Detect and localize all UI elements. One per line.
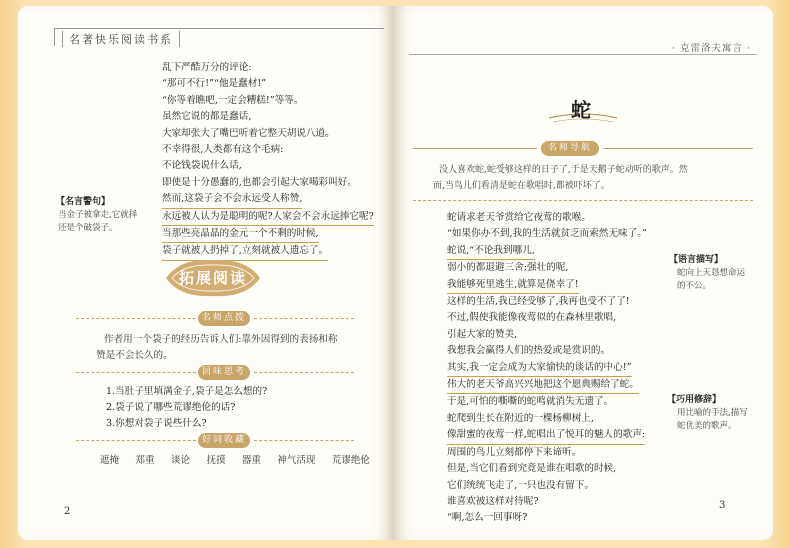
right-body-line: 我能够死里逃生,就算是侥幸了! bbox=[447, 277, 579, 294]
right-body-line: 于是,可怕的嘶嘶的蛇鸣就消失无遗了。 bbox=[447, 396, 614, 408]
collected-word: 器重 bbox=[241, 455, 261, 466]
section-label-words: 好词收藏 bbox=[198, 433, 250, 448]
left-body-line: “那可不行!”“他是蠢材!” bbox=[162, 78, 267, 90]
left-body-line: 不幸得很,人类都有这个毛病: bbox=[162, 144, 284, 156]
page-number-right: 3 bbox=[719, 500, 726, 511]
right-body-line: 它们统统飞走了,一只也没有留下。 bbox=[447, 479, 594, 491]
right-page bbox=[393, 6, 773, 540]
banner-title: 拓展阅读 bbox=[178, 269, 247, 287]
right-body-line: 我想我会赢得人们的热爱或是赏识的。 bbox=[447, 345, 611, 357]
left-body-line: 不论钱袋说什么话, bbox=[162, 160, 242, 172]
left-body-line: 然而,这袋子会不会永远受人称赞, bbox=[162, 191, 302, 208]
guide-divider-left bbox=[413, 148, 537, 149]
right-body-line: 周围的鸟儿立刻都停下来谛听。 bbox=[447, 446, 582, 458]
left-body-text bbox=[162, 60, 374, 261]
side-note-rhetoric: 用比喻的手法,描写蛇优美的歌声。 bbox=[677, 408, 748, 431]
collected-word: 荒谬绝伦 bbox=[331, 455, 370, 466]
right-body-line: 谁喜欢被这样对待呢? bbox=[447, 495, 539, 507]
left-body-line: 当那些亮晶晶的金元一个不剩的时候, bbox=[162, 226, 319, 243]
right-body-line: “啊,怎么一回事呀? bbox=[447, 512, 528, 524]
side-tag-quote: 【名言警句】 bbox=[56, 197, 111, 207]
left-body-line: 虽然它说的都是蠢话, bbox=[162, 111, 252, 123]
right-body-line: 蛇说,“不论我到哪儿, bbox=[447, 243, 535, 260]
section-divider-left bbox=[76, 372, 196, 373]
section-label-teacher: 名师点拨 bbox=[198, 311, 250, 326]
guide-text-line-2: 而,当鸟儿们看清是蛇在歌唱时,都被吓坏了。 bbox=[433, 181, 610, 191]
left-body-line: 大家却张大了嘴巴听着它整天胡说八道。 bbox=[162, 127, 335, 139]
right-body-line: 不过,假使我能像夜莺似的在森林里歌唱, bbox=[447, 312, 617, 324]
right-body-line: 引起大家的赞美, bbox=[447, 328, 518, 340]
guide-divider-right bbox=[603, 148, 753, 149]
right-body-line: 伟大的老天爷高兴兴地把这个愿典赐给了蛇。 bbox=[447, 377, 639, 394]
header-rule-corner bbox=[54, 28, 55, 46]
page-number-left: 2 bbox=[64, 506, 71, 517]
book-header: · 克雷洛夫寓言 · bbox=[671, 43, 751, 54]
right-body-line: 像甜蜜的夜莺一样,蛇唱出了悦耳的魅人的歌声: bbox=[447, 427, 645, 444]
section-divider-left bbox=[76, 318, 196, 319]
left-body-line: 即使是十分愚蠢的,也都会引起大家喝彩叫好。 bbox=[162, 176, 357, 188]
side-note-quote: 当金子被拿走,它就择还是个破袋子。 bbox=[58, 210, 138, 233]
section-divider-right bbox=[254, 372, 354, 373]
question-2: 2.袋子说了哪些荒谬绝伦的话? bbox=[106, 402, 236, 413]
left-body-line: 永远被人认为是聪明的呢?人家会不会永远捧它呢? bbox=[162, 209, 374, 226]
section-label-reflect: 回味思考 bbox=[198, 365, 250, 380]
left-page bbox=[18, 6, 393, 540]
collected-word: 遮掩 bbox=[100, 455, 120, 466]
side-tag-rhetoric: 【巧用修辞】 bbox=[667, 395, 722, 405]
question-3: 3.你想对袋子说些什么? bbox=[106, 418, 207, 429]
guide-bottom-divider bbox=[413, 200, 753, 201]
teacher-comment-line-2: 赞是不会长久的。 bbox=[96, 350, 173, 361]
collected-word: 神气活现 bbox=[277, 455, 316, 466]
extended-reading-banner bbox=[160, 256, 266, 300]
section-divider-right bbox=[254, 318, 354, 319]
question-1: 1.当肚子里填满金子,袋子是怎么想的? bbox=[106, 386, 268, 397]
collected-word: 抚摸 bbox=[206, 455, 226, 466]
guide-label: 名师导航 bbox=[541, 141, 599, 156]
series-title: 名著快乐阅读书系 bbox=[62, 31, 180, 47]
right-body-line: 这样的生活,我已经受够了,我再也受不了了! bbox=[447, 296, 630, 308]
side-tag-language: 【语言描写】 bbox=[669, 255, 724, 265]
right-body-line: 但是,当它们看到究竟是谁在唱歌的时候, bbox=[447, 463, 617, 475]
chapter-title: 蛇 bbox=[571, 98, 591, 122]
right-body-text bbox=[447, 210, 647, 527]
header-rule bbox=[409, 54, 757, 55]
section-divider-left bbox=[76, 440, 196, 441]
left-body-line: 袋子就被人扔掉了,立刻就被人遗忘了。 bbox=[162, 243, 328, 260]
guide-text-line-1: 没人喜欢蛇,蛇受够这样的日子了,于是天鹅子蛇动听的歌声。然 bbox=[439, 165, 688, 175]
right-body-line: 蛇爬到生长在附近的一棵杨柳树上, bbox=[447, 412, 594, 424]
section-divider-right bbox=[254, 440, 354, 441]
right-body-line: “如果你办不到,我的生活就贫乏而索然无味了。” bbox=[447, 228, 647, 240]
teacher-comment-line-1: 作者用一个袋子的经历告诉人们:靠外因得到的表扬和称 bbox=[104, 334, 338, 345]
left-body-line: 乱下严酷万分的评论: bbox=[162, 62, 252, 73]
collected-word: 谈论 bbox=[170, 455, 190, 466]
right-body-line: 弱小的都退避三舍;强壮的呢, bbox=[447, 262, 569, 274]
left-body-line: “你等着瞧吧,一定会糟糕!”等等。 bbox=[162, 94, 304, 106]
word-collection bbox=[100, 452, 370, 466]
right-body-line: 其实,我一定会成为大家愉快的谈话的中心!” bbox=[447, 360, 632, 377]
collected-word: 郑重 bbox=[135, 455, 155, 466]
header-rule bbox=[54, 28, 384, 29]
side-note-language: 蛇向上天恳想命运的不公。 bbox=[677, 268, 746, 291]
right-body-line: 蛇请求老天爷赏给它夜莺的歌喉。 bbox=[447, 212, 591, 223]
